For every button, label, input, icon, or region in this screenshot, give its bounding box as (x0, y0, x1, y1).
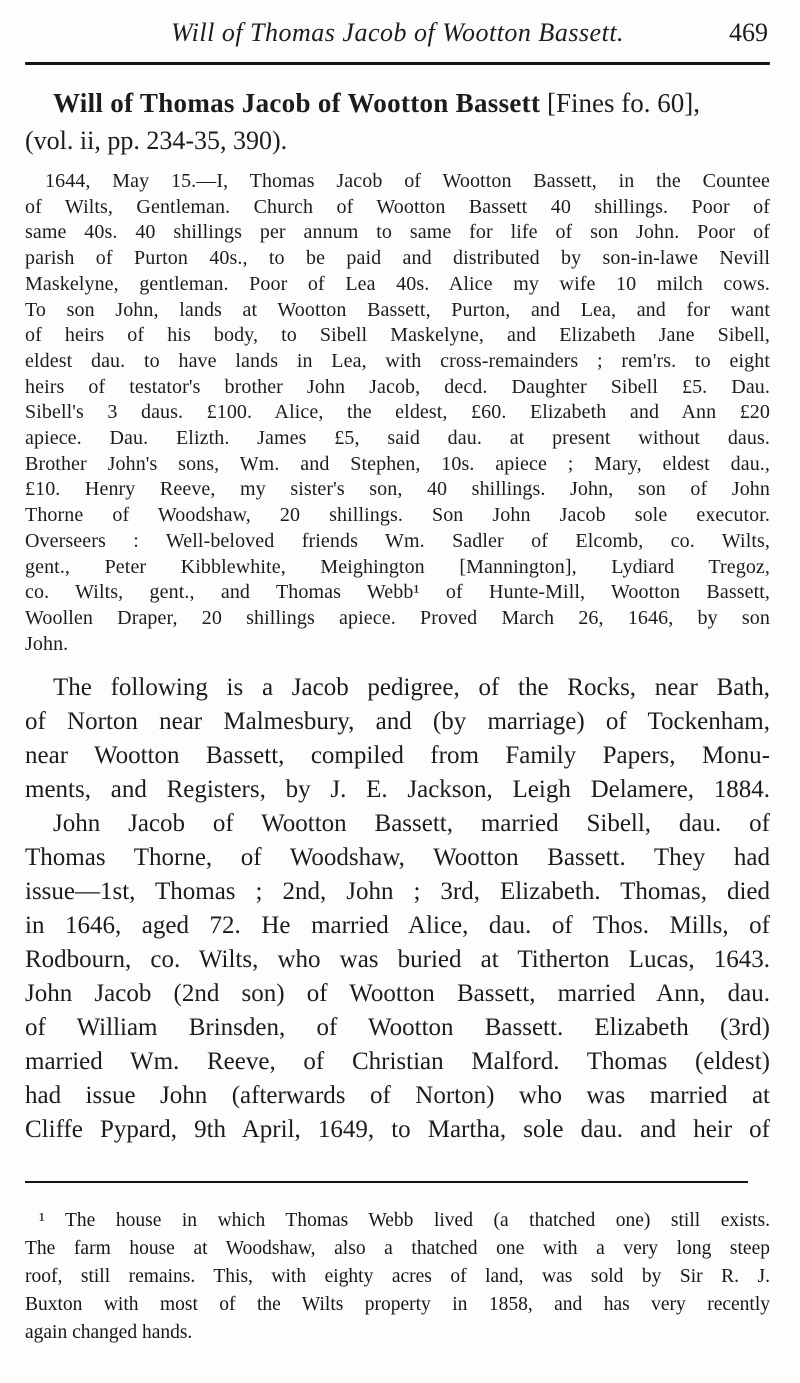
text-line: in 1646, aged 72. He married Alice, dau. of Thos. Mills, of (25, 912, 770, 940)
text-line: ments, and Registers, by J. E. Jackson, Leigh Delamere, 1884. (25, 776, 770, 804)
text-line: Brother John's sons, Wm. and Stephen, 10s. apiece ; Mary, eldest dau., (25, 452, 770, 475)
header-rule (25, 62, 770, 65)
text-line: again changed hands. (25, 1322, 193, 1344)
running-head (25, 0, 770, 50)
text-line: The following is a Jacob pedigree, of the Rocks, near Bath, (53, 674, 770, 702)
text-line: parish of Purton 40s., to be paid and distributed by son-in-lawe Nevill (25, 247, 770, 270)
text-line: To son John, lands at Wootton Bassett, Purton, and Lea, and for want (25, 298, 770, 321)
text-line: married Wm. Reeve, of Christian Malford. Thomas (eldest) (25, 1048, 770, 1076)
text-line: Buxton with most of the Wilts property in 1858, and has very recently (25, 1294, 770, 1316)
text-line: John. (25, 632, 69, 655)
entry-heading (25, 85, 770, 122)
text-line: roof, still remains. This, with eighty acres of land, was sold by Sir R. J. (25, 1266, 770, 1288)
text-line: of heirs of his body, to Sibell Maskelyne, and Elizabeth Jane Sibell, (25, 324, 770, 347)
text-line: Cliffe Pypard, 9th April, 1649, to Martha, sole dau. and heir of (25, 1116, 770, 1144)
pedigree-detail-paragraph (25, 807, 770, 1147)
text-line: same 40s. 40 shillings per annum to same for life of son John. Poor of (25, 221, 770, 244)
text-line: Maskelyne, gentleman. Poor of Lea 40s. Alice my wife 10 milch cows. (25, 272, 770, 295)
text-line: The farm house at Woodshaw, also a thatched one with a very long steep (25, 1238, 770, 1260)
will-abstract-paragraph (25, 169, 770, 657)
text-line: Thorne of Woodshaw, 20 shillings. Son John Jacob sole executor. (25, 504, 770, 527)
text-line: ¹ The house in which Thomas Webb lived (a thatched one) still exists. (39, 1210, 770, 1232)
text-line: £10. Henry Reeve, my sister's son, 40 shillings. John, son of John (25, 478, 770, 501)
text-line: apiece. Dau. Elizth. James £5, said dau. at present without daus. (25, 427, 770, 450)
text-line: 1644, May 15.—I, Thomas Jacob of Wootton Bassett, in the Countee (45, 170, 770, 192)
running-head-title: Will of Thomas Jacob of Wootton Bassett. (170, 18, 625, 47)
pedigree-intro-paragraph (25, 671, 770, 807)
text-line: of Wilts, Gentleman. Church of Wootton Bassett 40 shillings. Poor of (25, 195, 770, 218)
text-line: Overseers : Well-beloved friends Wm. Sadler of Elcomb, co. Wilts, (25, 529, 770, 552)
footnote-rule (25, 1181, 748, 1183)
text-line: Thomas Thorne, of Woodshaw, Wootton Bassett. They had (25, 844, 770, 872)
footnote (25, 1207, 770, 1347)
text-line: near Wootton Bassett, compiled from Family Papers, Monu- (25, 742, 770, 770)
text-line: of William Brinsden, of Wootton Bassett. Elizabeth (3rd) (25, 1014, 770, 1042)
entry-title: Will of Thomas Jacob of Wootton Bassett (53, 88, 541, 118)
entry-reference: [Fines fo. 60], (540, 88, 700, 118)
text-line: gent., Peter Kibblewhite, Meighington [Mannington], Lydiard Tregoz, (25, 555, 770, 578)
text-line: eldest dau. to have lands in Lea, with cross-remainders ; rem'rs. to eight (25, 349, 770, 372)
text-line: John Jacob (2nd son) of Wootton Bassett, married Ann, dau. (25, 980, 770, 1008)
text-line: had issue John (afterwards of Norton) who was married at (25, 1082, 770, 1110)
text-line: Rodbourn, co. Wilts, who was buried at Titherton Lucas, 1643. (25, 946, 770, 974)
entry-volume-reference: (vol. ii, pp. 234-35, 390). (25, 126, 288, 155)
page-number: 469 (729, 18, 768, 47)
text-line: Woollen Draper, 20 shillings apiece. Proved March 26, 1646, by son (25, 606, 770, 629)
text-line: issue—1st, Thomas ; 2nd, John ; 3rd, Elizabeth. Thomas, died (25, 878, 770, 906)
text-line: John Jacob of Wootton Bassett, married Sibell, dau. of (53, 810, 770, 838)
text-line: co. Wilts, gent., and Thomas Webb¹ of Hunte-Mill, Wootton Bassett, (25, 581, 770, 604)
text-line: Sibell's 3 daus. £100. Alice, the eldest, £60. Elizabeth and Ann £20 (25, 401, 770, 424)
text-line: heirs of testator's brother John Jacob, decd. Daughter Sibell £5. Dau. (25, 375, 770, 398)
text-line: of Norton near Malmesbury, and (by marriage) of Tockenham, (25, 708, 770, 736)
